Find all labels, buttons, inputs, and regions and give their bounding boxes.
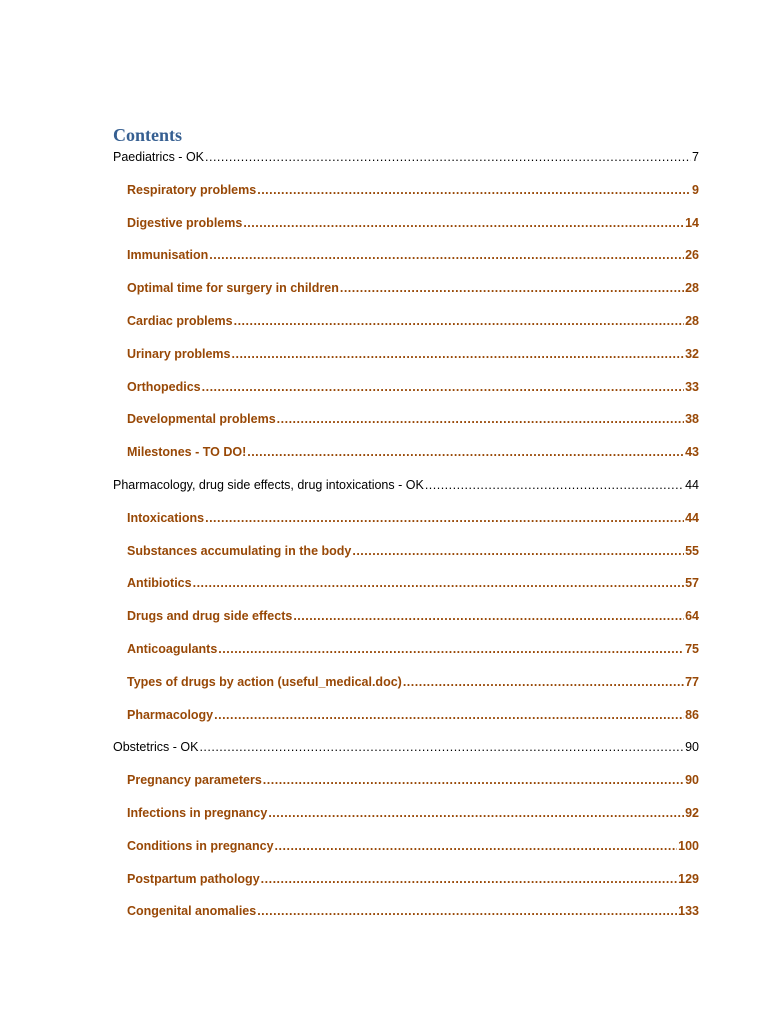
toc-entry[interactable] xyxy=(127,672,699,690)
dot-leader xyxy=(257,903,677,919)
toc-entry-page-number: 64 xyxy=(685,609,699,624)
toc-entry[interactable] xyxy=(127,803,699,821)
toc-entry[interactable] xyxy=(127,639,699,657)
toc-entry-page-number: 26 xyxy=(685,248,699,263)
toc-entry[interactable] xyxy=(113,475,699,493)
toc-entry[interactable] xyxy=(127,705,699,723)
toc-entry-label: Optimal time for surgery in children xyxy=(127,281,339,296)
toc-heading: Contents xyxy=(113,125,183,145)
toc-entry[interactable] xyxy=(127,180,699,198)
toc-entry[interactable] xyxy=(127,770,699,788)
toc-entry[interactable] xyxy=(127,541,699,559)
toc-entry-page-number: 129 xyxy=(678,871,699,886)
toc-entry-page-number: 14 xyxy=(685,215,699,230)
toc-entry-page-number: 38 xyxy=(685,412,699,427)
dot-leader xyxy=(268,805,684,821)
toc-entry-page-number: 7 xyxy=(692,150,699,164)
toc-entry[interactable] xyxy=(127,409,699,427)
dot-leader xyxy=(257,182,691,198)
toc-entry-page-number: 90 xyxy=(685,773,699,788)
dot-leader xyxy=(352,543,684,559)
toc-entry[interactable] xyxy=(113,737,699,755)
toc-entry-label: Urinary problems xyxy=(127,346,231,361)
toc-entry-page-number: 90 xyxy=(685,740,699,755)
dot-leader xyxy=(205,510,684,526)
toc-entry-label: Cardiac problems xyxy=(127,314,233,328)
toc-entry-label: Immunisation xyxy=(127,248,209,263)
toc-entry[interactable] xyxy=(127,278,699,296)
dot-leader xyxy=(214,707,684,723)
toc-entry-label: Antibiotics xyxy=(127,576,192,591)
dot-leader xyxy=(275,838,678,854)
toc-entry-label: Pharmacology xyxy=(127,707,214,722)
toc-entry-page-number: 32 xyxy=(685,346,699,361)
toc-entry[interactable] xyxy=(127,508,699,526)
toc-entry-page-number: 28 xyxy=(685,314,699,328)
toc-entry[interactable] xyxy=(127,344,699,362)
dot-leader xyxy=(193,575,685,591)
toc-entry-label: Pregnancy parameters xyxy=(127,773,262,788)
toc-entry[interactable] xyxy=(113,147,699,165)
toc-entry-page-number: 43 xyxy=(685,445,699,460)
dot-leader xyxy=(293,608,684,624)
toc-entry-page-number: 133 xyxy=(678,904,699,919)
toc-entry-label: Conditions in pregnancy xyxy=(127,838,274,853)
toc-entry-page-number: 9 xyxy=(692,182,699,197)
toc-entry-label: Types of drugs by action (useful_medical.doc) xyxy=(127,674,402,689)
toc-entry-label: Congenital anomalies xyxy=(127,904,257,919)
toc-entry[interactable] xyxy=(127,869,699,887)
toc-entry[interactable] xyxy=(127,377,699,395)
toc-entry-page-number: 92 xyxy=(685,806,699,820)
toc-entry[interactable] xyxy=(127,442,699,460)
toc-entry-label: Paediatrics - OK xyxy=(113,150,205,164)
toc-entry-page-number: 77 xyxy=(685,674,699,689)
dot-leader xyxy=(263,772,684,788)
toc-entry-label: Anticoagulants xyxy=(127,642,218,656)
dot-leader xyxy=(261,871,677,887)
toc-entry[interactable] xyxy=(127,213,699,231)
toc-entry-label: Postpartum pathology xyxy=(127,871,260,886)
toc-entry-label: Infections in pregnancy xyxy=(127,806,268,820)
dot-leader xyxy=(403,674,684,690)
dot-leader xyxy=(232,346,685,362)
dot-leader xyxy=(218,641,684,657)
dot-leader xyxy=(234,313,685,329)
dot-leader xyxy=(340,280,684,296)
toc-entry-page-number: 75 xyxy=(685,642,699,656)
toc-entry-label: Intoxications xyxy=(127,510,205,525)
toc-entry-label: Substances accumulating in the body xyxy=(127,543,352,558)
dot-leader xyxy=(425,477,684,493)
toc-entry-label: Respiratory problems xyxy=(127,182,257,197)
toc-entry-page-number: 28 xyxy=(685,281,699,296)
toc-entry[interactable] xyxy=(127,901,699,919)
dot-leader xyxy=(202,379,684,395)
toc-entry-page-number: 55 xyxy=(685,543,699,558)
toc-entry-label: Milestones - TO DO! xyxy=(127,445,247,460)
toc-entry-label: Orthopedics xyxy=(127,379,201,394)
toc-entry[interactable] xyxy=(127,311,699,329)
toc-entry[interactable] xyxy=(127,606,699,624)
dot-leader xyxy=(205,149,691,165)
toc-entry-label: Drugs and drug side effects xyxy=(127,609,293,624)
toc-entry-page-number: 44 xyxy=(685,478,699,492)
toc-entry-label: Pharmacology, drug side effects, drug intoxications - OK xyxy=(113,478,424,492)
toc-entry-page-number: 57 xyxy=(685,576,699,591)
toc-entry-page-number: 86 xyxy=(685,707,699,722)
toc-entry-page-number: 44 xyxy=(685,510,699,525)
dot-leader xyxy=(243,215,684,231)
dot-leader xyxy=(247,444,684,460)
toc-entry[interactable] xyxy=(127,836,699,854)
dot-leader xyxy=(209,247,684,263)
toc-entry-page-number: 100 xyxy=(678,838,699,853)
dot-leader xyxy=(277,411,684,427)
toc-entry-label: Developmental problems xyxy=(127,412,276,427)
toc-entry-page-number: 33 xyxy=(685,379,699,394)
toc-entry[interactable] xyxy=(127,245,699,263)
toc-entry-label: Obstetrics - OK xyxy=(113,740,199,755)
toc-entry-label: Digestive problems xyxy=(127,215,243,230)
toc-entry[interactable] xyxy=(127,573,699,591)
dot-leader xyxy=(199,739,684,755)
